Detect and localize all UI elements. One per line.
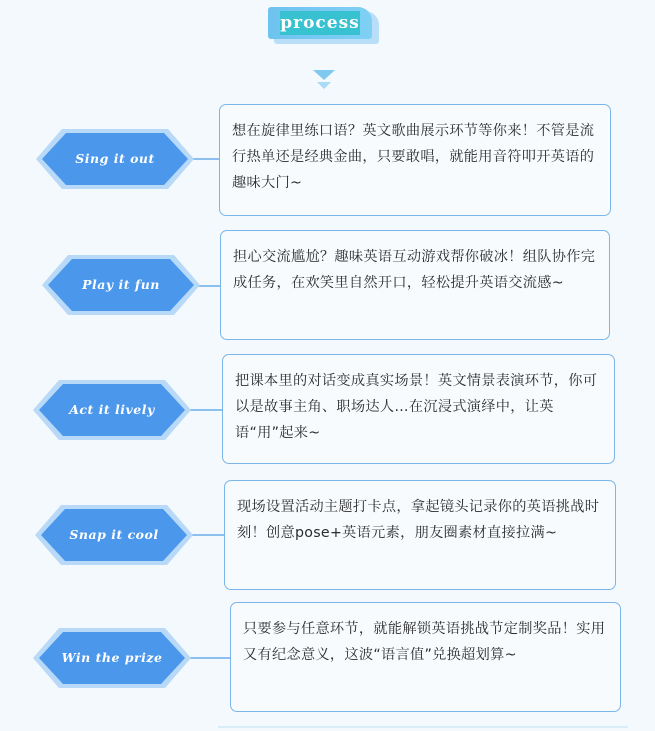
step-description: 现场设置活动主题打卡点，拿起镜头记录你的英语挑战时刻！创意pose+英语元素，朋友圈素材直接拉满~: [237, 499, 600, 541]
step-description-card: [219, 104, 611, 216]
step-label-diamond: [42, 255, 200, 315]
step-description-card: [224, 480, 616, 590]
process-step-5: [0, 600, 655, 720]
step-description-card: [220, 230, 610, 340]
title-badge-box: [268, 7, 372, 39]
process-title-badge: [268, 7, 380, 44]
page-title: process: [280, 13, 360, 33]
process-step-2: [0, 226, 655, 346]
step-description: 只要参与任意环节，就能解锁英语挑战节定制奖品！实用又有纪念意义，这波“语言值”兑换超划算~: [243, 621, 606, 663]
step-description: 把课本里的对话变成真实场景！英文情景表演环节，你可以是故事主角、职场达人…在沉浸式演绎中，让英语“用”起来~: [235, 373, 598, 441]
step-label: Act it lively: [69, 402, 155, 417]
step-description: 担心交流尴尬？趣味英语互动游戏帮你破冰！组队协作完成任务，在欢笑里自然开口，轻松提升英语交流感~: [233, 249, 596, 291]
process-step-1: [0, 100, 655, 220]
step-description: 想在旋律里练口语？英文歌曲展示环节等你来！不管是流行热单还是经典金曲，只要敢唱，就能用音符叩开英语的趣味大门~: [232, 123, 595, 191]
step-description-card: [222, 354, 615, 464]
step-label: Snap it cool: [69, 527, 159, 542]
step-label: Play it fun: [82, 277, 160, 292]
step-label: Sing it out: [75, 151, 155, 166]
bottom-divider: [218, 726, 628, 728]
step-label-diamond: [36, 129, 194, 189]
step-label-diamond: [35, 505, 193, 565]
step-label-diamond: [33, 380, 191, 440]
process-step-4: [0, 476, 655, 596]
chevron-down-icon: [311, 68, 337, 92]
step-label: Win the prize: [61, 650, 163, 665]
step-description-card: [230, 602, 621, 712]
process-step-3: [0, 350, 655, 470]
step-label-diamond: [33, 628, 191, 688]
